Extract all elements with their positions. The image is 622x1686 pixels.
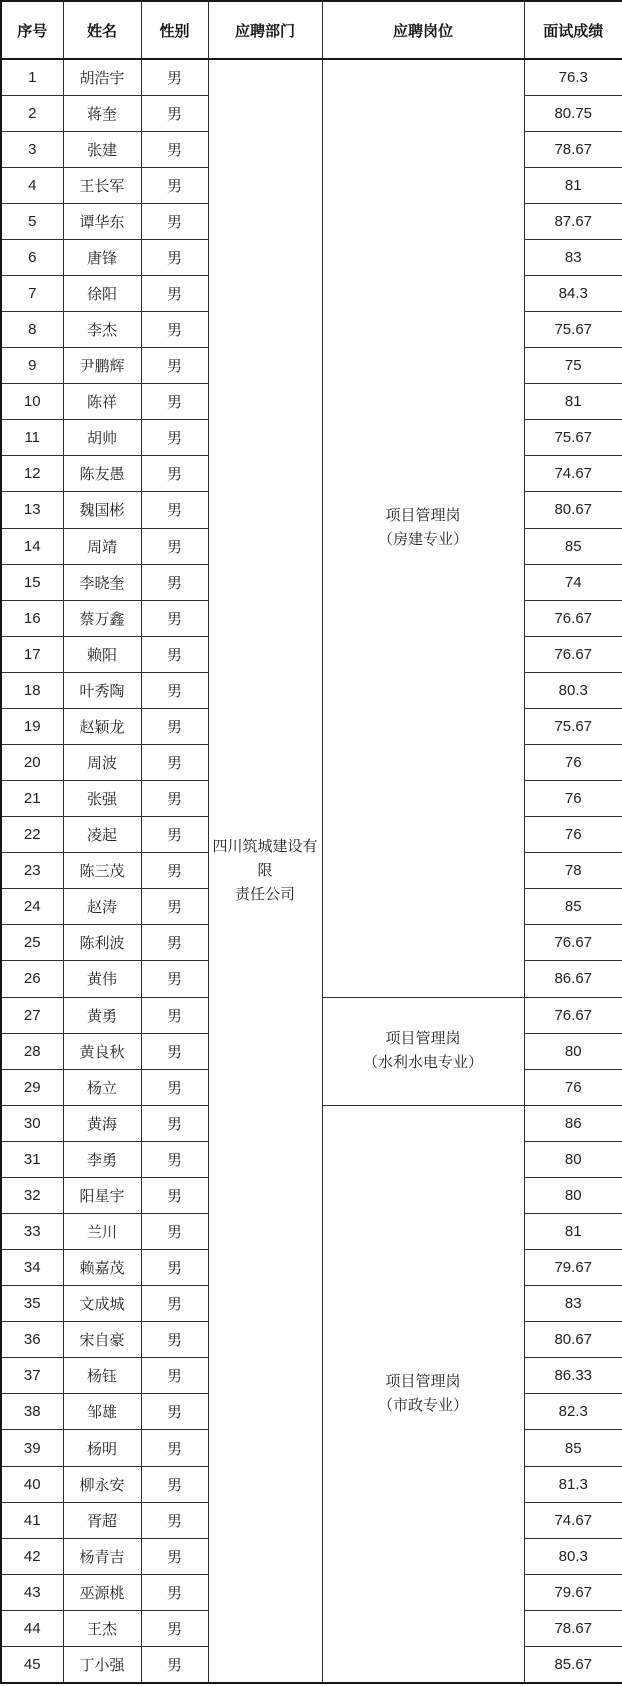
score-cell: 83 [524, 239, 622, 275]
gender-cell: 男 [141, 59, 208, 95]
serial-number-cell: 25 [1, 925, 63, 961]
position-cell-line: 项目管理岗 [385, 1372, 461, 1390]
name-cell: 张建 [63, 131, 141, 167]
name-cell: 黄勇 [63, 997, 141, 1033]
score-cell: 76 [524, 1069, 622, 1105]
serial-number-cell: 40 [1, 1466, 63, 1502]
serial-number-cell: 41 [1, 1502, 63, 1538]
name-cell: 陈利波 [63, 925, 141, 961]
name-cell: 周靖 [63, 528, 141, 564]
serial-number-cell: 26 [1, 961, 63, 997]
gender-cell: 男 [141, 636, 208, 672]
gender-cell: 男 [141, 1069, 208, 1105]
gender-cell: 男 [141, 1286, 208, 1322]
position-cell [322, 997, 524, 1105]
gender-cell: 男 [141, 1502, 208, 1538]
gender-cell: 男 [141, 1322, 208, 1358]
name-cell: 巫源桃 [63, 1574, 141, 1610]
score-cell: 86.67 [524, 961, 622, 997]
gender-cell: 男 [141, 384, 208, 420]
serial-number-cell: 33 [1, 1214, 63, 1250]
name-cell: 陈三茂 [63, 853, 141, 889]
gender-cell: 男 [141, 1250, 208, 1286]
score-cell: 76.67 [524, 636, 622, 672]
serial-number-cell: 20 [1, 744, 63, 780]
name-cell: 尹鹏辉 [63, 348, 141, 384]
table-row [1, 59, 622, 95]
name-cell: 赖阳 [63, 636, 141, 672]
gender-cell: 男 [141, 1141, 208, 1177]
gender-cell: 男 [141, 131, 208, 167]
score-cell: 85 [524, 889, 622, 925]
header-serial-number: 序号 [1, 1, 63, 59]
position-cell-line: 项目管理岗 [385, 1030, 461, 1048]
serial-number-cell: 36 [1, 1322, 63, 1358]
gender-cell: 男 [141, 961, 208, 997]
score-cell: 82.3 [524, 1394, 622, 1430]
serial-number-cell: 2 [1, 95, 63, 131]
score-cell: 87.67 [524, 203, 622, 239]
department-cell-line: 责任公司 [234, 885, 295, 903]
position-cell-line: （水利水电专业） [362, 1054, 483, 1072]
score-cell: 86 [524, 1105, 622, 1141]
serial-number-cell: 19 [1, 708, 63, 744]
position-cell-line: （市政专业） [377, 1396, 468, 1414]
score-cell: 85 [524, 528, 622, 564]
name-cell: 张强 [63, 781, 141, 817]
serial-number-cell: 1 [1, 59, 63, 95]
serial-number-cell: 32 [1, 1177, 63, 1213]
gender-cell: 男 [141, 528, 208, 564]
score-cell: 79.67 [524, 1250, 622, 1286]
department-cell [208, 59, 322, 1683]
gender-cell: 男 [141, 492, 208, 528]
header-row [1, 1, 622, 59]
score-cell: 79.67 [524, 1574, 622, 1610]
score-cell: 78.67 [524, 131, 622, 167]
name-cell: 王长军 [63, 167, 141, 203]
score-cell: 74.67 [524, 456, 622, 492]
score-cell: 76 [524, 744, 622, 780]
score-cell: 80.75 [524, 95, 622, 131]
score-cell: 80 [524, 1177, 622, 1213]
gender-cell: 男 [141, 1358, 208, 1394]
gender-cell: 男 [141, 1466, 208, 1502]
score-cell: 80.3 [524, 1538, 622, 1574]
name-cell: 凌起 [63, 817, 141, 853]
serial-number-cell: 12 [1, 456, 63, 492]
table-body [1, 59, 622, 1683]
serial-number-cell: 6 [1, 239, 63, 275]
name-cell: 赖嘉茂 [63, 1250, 141, 1286]
serial-number-cell: 34 [1, 1250, 63, 1286]
serial-number-cell: 44 [1, 1610, 63, 1646]
score-cell: 83 [524, 1286, 622, 1322]
name-cell: 阳星宇 [63, 1177, 141, 1213]
score-cell: 80 [524, 1033, 622, 1069]
name-cell: 黄海 [63, 1105, 141, 1141]
serial-number-cell: 14 [1, 528, 63, 564]
header-gender: 性别 [141, 1, 208, 59]
name-cell: 黄伟 [63, 961, 141, 997]
gender-cell: 男 [141, 1177, 208, 1213]
score-cell: 74 [524, 564, 622, 600]
gender-cell: 男 [141, 456, 208, 492]
serial-number-cell: 11 [1, 420, 63, 456]
score-cell: 76.3 [524, 59, 622, 95]
table-header [1, 1, 622, 59]
gender-cell: 男 [141, 167, 208, 203]
name-cell: 陈友愚 [63, 456, 141, 492]
serial-number-cell: 22 [1, 817, 63, 853]
serial-number-cell: 17 [1, 636, 63, 672]
serial-number-cell: 9 [1, 348, 63, 384]
gender-cell: 男 [141, 817, 208, 853]
name-cell: 周波 [63, 744, 141, 780]
name-cell: 李杰 [63, 312, 141, 348]
gender-cell: 男 [141, 997, 208, 1033]
gender-cell: 男 [141, 420, 208, 456]
name-cell: 李晓奎 [63, 564, 141, 600]
score-cell: 75 [524, 348, 622, 384]
header-position: 应聘岗位 [322, 1, 524, 59]
serial-number-cell: 15 [1, 564, 63, 600]
gender-cell: 男 [141, 203, 208, 239]
score-cell: 76 [524, 817, 622, 853]
score-cell: 74.67 [524, 1502, 622, 1538]
serial-number-cell: 43 [1, 1574, 63, 1610]
serial-number-cell: 35 [1, 1286, 63, 1322]
score-cell: 75.67 [524, 708, 622, 744]
score-cell: 78 [524, 853, 622, 889]
serial-number-cell: 4 [1, 167, 63, 203]
name-cell: 杨钰 [63, 1358, 141, 1394]
serial-number-cell: 27 [1, 997, 63, 1033]
name-cell: 陈祥 [63, 384, 141, 420]
gender-cell: 男 [141, 1394, 208, 1430]
name-cell: 兰川 [63, 1214, 141, 1250]
name-cell: 魏国彬 [63, 492, 141, 528]
score-cell: 81 [524, 167, 622, 203]
header-interview-score: 面试成绩 [524, 1, 622, 59]
serial-number-cell: 18 [1, 672, 63, 708]
gender-cell: 男 [141, 348, 208, 384]
serial-number-cell: 8 [1, 312, 63, 348]
name-cell: 李勇 [63, 1141, 141, 1177]
serial-number-cell: 3 [1, 131, 63, 167]
name-cell: 黄良秋 [63, 1033, 141, 1069]
gender-cell: 男 [141, 744, 208, 780]
serial-number-cell: 37 [1, 1358, 63, 1394]
gender-cell: 男 [141, 1538, 208, 1574]
position-cell [322, 1105, 524, 1682]
gender-cell: 男 [141, 1646, 208, 1682]
gender-cell: 男 [141, 1214, 208, 1250]
score-cell: 81.3 [524, 1466, 622, 1502]
score-cell: 80 [524, 1141, 622, 1177]
gender-cell: 男 [141, 889, 208, 925]
name-cell: 杨青吉 [63, 1538, 141, 1574]
gender-cell: 男 [141, 708, 208, 744]
score-cell: 76 [524, 781, 622, 817]
gender-cell: 男 [141, 1105, 208, 1141]
department-cell-line: 四川筑城建设有限 [212, 837, 318, 879]
serial-number-cell: 13 [1, 492, 63, 528]
serial-number-cell: 45 [1, 1646, 63, 1682]
score-cell: 76.67 [524, 600, 622, 636]
gender-cell: 男 [141, 853, 208, 889]
score-cell: 85.67 [524, 1646, 622, 1682]
gender-cell: 男 [141, 275, 208, 311]
serial-number-cell: 28 [1, 1033, 63, 1069]
serial-number-cell: 23 [1, 853, 63, 889]
name-cell: 徐阳 [63, 275, 141, 311]
gender-cell: 男 [141, 1574, 208, 1610]
name-cell: 蔡万鑫 [63, 600, 141, 636]
name-cell: 赵涛 [63, 889, 141, 925]
name-cell: 丁小强 [63, 1646, 141, 1682]
name-cell: 叶秀陶 [63, 672, 141, 708]
gender-cell: 男 [141, 1430, 208, 1466]
gender-cell: 男 [141, 672, 208, 708]
serial-number-cell: 38 [1, 1394, 63, 1430]
name-cell: 胥超 [63, 1502, 141, 1538]
score-cell: 81 [524, 1214, 622, 1250]
score-cell: 75.67 [524, 312, 622, 348]
position-cell-line: 项目管理岗 [385, 507, 461, 525]
score-cell: 80.67 [524, 1322, 622, 1358]
serial-number-cell: 31 [1, 1141, 63, 1177]
header-department: 应聘部门 [208, 1, 322, 59]
name-cell: 赵颖龙 [63, 708, 141, 744]
name-cell: 蒋奎 [63, 95, 141, 131]
name-cell: 杨立 [63, 1069, 141, 1105]
gender-cell: 男 [141, 1033, 208, 1069]
gender-cell: 男 [141, 925, 208, 961]
serial-number-cell: 42 [1, 1538, 63, 1574]
score-cell: 86.33 [524, 1358, 622, 1394]
serial-number-cell: 39 [1, 1430, 63, 1466]
name-cell: 王杰 [63, 1610, 141, 1646]
name-cell: 谭华东 [63, 203, 141, 239]
gender-cell: 男 [141, 312, 208, 348]
name-cell: 宋自豪 [63, 1322, 141, 1358]
name-cell: 柳永安 [63, 1466, 141, 1502]
score-cell: 80.3 [524, 672, 622, 708]
header-name: 姓名 [63, 1, 141, 59]
serial-number-cell: 29 [1, 1069, 63, 1105]
serial-number-cell: 7 [1, 275, 63, 311]
score-cell: 81 [524, 384, 622, 420]
name-cell: 文成城 [63, 1286, 141, 1322]
serial-number-cell: 21 [1, 781, 63, 817]
position-cell-line: （房建专业） [377, 531, 468, 549]
serial-number-cell: 30 [1, 1105, 63, 1141]
score-cell: 84.3 [524, 275, 622, 311]
score-cell: 76.67 [524, 925, 622, 961]
name-cell: 杨明 [63, 1430, 141, 1466]
serial-number-cell: 10 [1, 384, 63, 420]
score-cell: 78.67 [524, 1610, 622, 1646]
gender-cell: 男 [141, 95, 208, 131]
serial-number-cell: 5 [1, 203, 63, 239]
serial-number-cell: 24 [1, 889, 63, 925]
gender-cell: 男 [141, 1610, 208, 1646]
gender-cell: 男 [141, 781, 208, 817]
name-cell: 胡帅 [63, 420, 141, 456]
gender-cell: 男 [141, 239, 208, 275]
gender-cell: 男 [141, 600, 208, 636]
name-cell: 胡浩宇 [63, 59, 141, 95]
score-cell: 85 [524, 1430, 622, 1466]
score-cell: 80.67 [524, 492, 622, 528]
name-cell: 唐锋 [63, 239, 141, 275]
serial-number-cell: 16 [1, 600, 63, 636]
score-cell: 75.67 [524, 420, 622, 456]
gender-cell: 男 [141, 564, 208, 600]
name-cell: 邹雄 [63, 1394, 141, 1430]
position-cell [322, 59, 524, 997]
score-cell: 76.67 [524, 997, 622, 1033]
